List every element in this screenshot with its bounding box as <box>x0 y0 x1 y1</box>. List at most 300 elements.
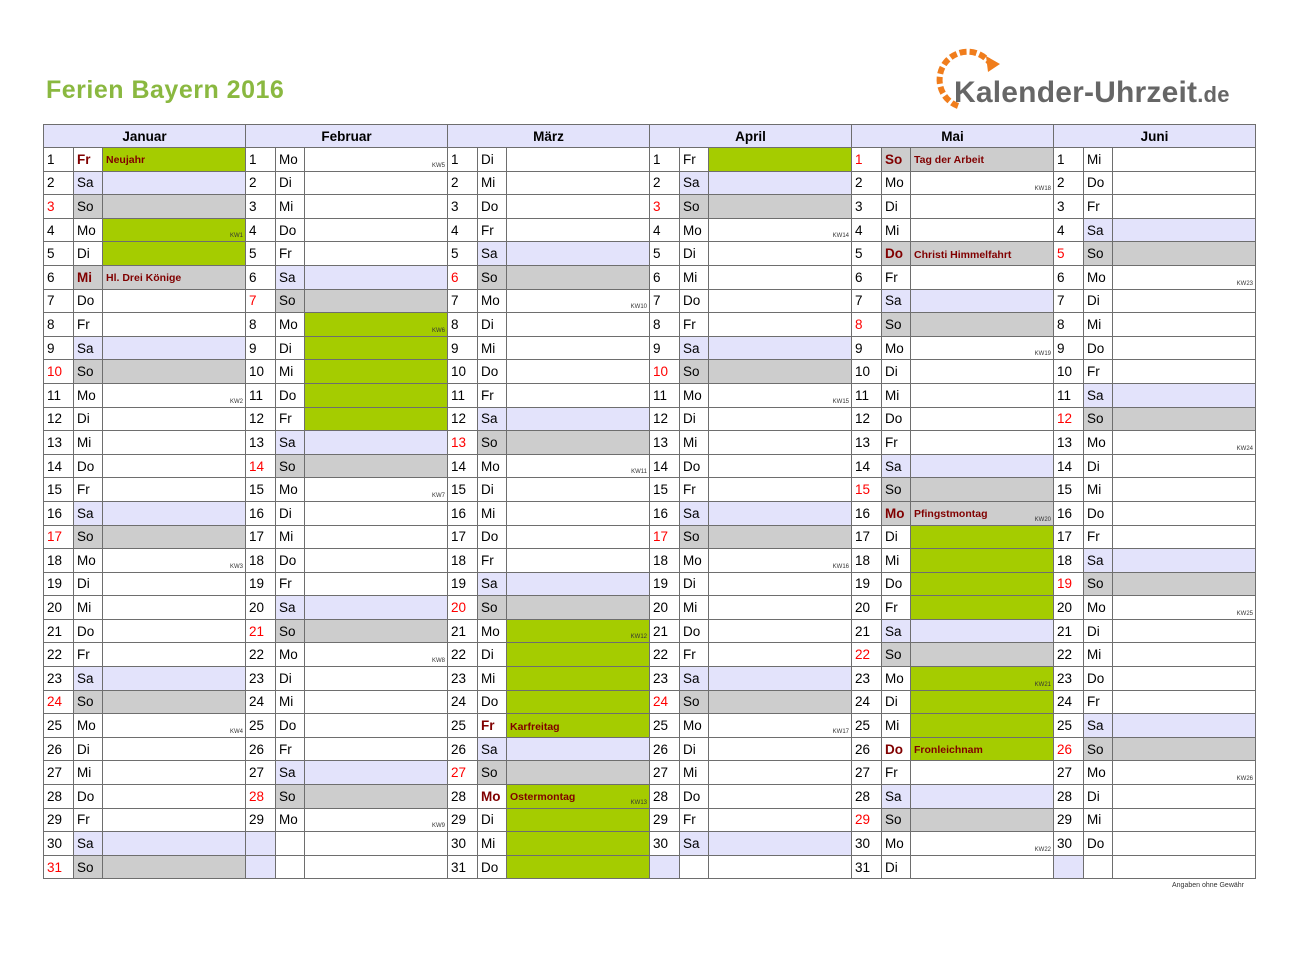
weekday: Mi <box>478 667 507 691</box>
weekday: Do <box>882 572 911 596</box>
holiday-label: Pfingstmontag <box>914 508 988 521</box>
day-event-cell <box>507 431 650 455</box>
day-event-cell <box>911 289 1054 313</box>
day-number: 11 <box>852 383 882 407</box>
day-event-cell <box>709 265 852 289</box>
day-number: 17 <box>246 525 276 549</box>
day-event-cell <box>507 360 650 384</box>
weekday: So <box>478 596 507 620</box>
day-row <box>44 761 1256 785</box>
weekday: Mi <box>680 431 709 455</box>
weekday: So <box>276 454 305 478</box>
weekday: Di <box>478 148 507 172</box>
day-event-cell <box>103 667 246 691</box>
day-event-cell <box>1113 383 1256 407</box>
day-number: 23 <box>448 667 478 691</box>
day-number: 12 <box>246 407 276 431</box>
weekday: Mi <box>882 218 911 242</box>
day-number: 19 <box>852 572 882 596</box>
week-number: KW13 <box>630 799 647 806</box>
day-number: 20 <box>44 596 74 620</box>
day-number: 17 <box>448 525 478 549</box>
day-row <box>44 667 1256 691</box>
day-row <box>44 242 1256 266</box>
weekday: Fr <box>276 242 305 266</box>
weekday: Do <box>74 289 103 313</box>
day-number: 29 <box>650 808 680 832</box>
day-row <box>44 549 1256 573</box>
day-number: 27 <box>852 761 882 785</box>
day-event-cell <box>709 549 852 573</box>
day-event-cell <box>103 218 246 242</box>
holiday-label: Neujahr <box>106 154 146 167</box>
day-event-cell <box>507 218 650 242</box>
day-number: 16 <box>852 501 882 525</box>
day-number: 6 <box>44 265 74 289</box>
weekday: Fr <box>478 549 507 573</box>
day-number: 1 <box>246 148 276 172</box>
day-number: 22 <box>1054 643 1084 667</box>
weekday: Di <box>276 171 305 195</box>
day-event-cell <box>507 761 650 785</box>
day-number: 24 <box>852 690 882 714</box>
day-event-cell <box>507 336 650 360</box>
day-number: 25 <box>246 714 276 738</box>
day-number: 12 <box>852 407 882 431</box>
day-number: 25 <box>650 714 680 738</box>
day-number: 15 <box>246 478 276 502</box>
weekday: Fr <box>478 383 507 407</box>
weekday: Mi <box>1084 808 1113 832</box>
weekday: Mi <box>74 431 103 455</box>
day-event-cell <box>103 171 246 195</box>
day-event-cell <box>305 313 448 337</box>
weekday: Sa <box>1084 383 1113 407</box>
site-logo[interactable] <box>918 44 1248 114</box>
day-number: 30 <box>44 832 74 856</box>
day-event-cell <box>1113 454 1256 478</box>
weekday: Do <box>74 785 103 809</box>
day-number: 23 <box>1054 667 1084 691</box>
weekday: Do <box>882 407 911 431</box>
day-event-cell <box>305 431 448 455</box>
disclaimer: Angaben ohne Gewähr <box>1172 882 1244 889</box>
day-row <box>44 619 1256 643</box>
day-number: 22 <box>852 643 882 667</box>
weekday: Di <box>1084 785 1113 809</box>
day-event-cell <box>1113 643 1256 667</box>
holiday-label: Fronleichnam <box>914 744 983 757</box>
weekday: Di <box>74 407 103 431</box>
day-event-cell <box>103 454 246 478</box>
weekday: Mi <box>276 195 305 219</box>
day-number: 24 <box>1054 690 1084 714</box>
day-event-cell <box>911 454 1054 478</box>
day-number: 6 <box>448 265 478 289</box>
day-event-cell <box>709 501 852 525</box>
day-event-cell <box>507 242 650 266</box>
day-event-cell <box>1113 761 1256 785</box>
day-number: 8 <box>448 313 478 337</box>
day-event-cell <box>1113 313 1256 337</box>
weekday: Sa <box>882 454 911 478</box>
day-number: 31 <box>852 855 882 879</box>
day-number: 7 <box>650 289 680 313</box>
day-number: 21 <box>246 619 276 643</box>
day-event-cell <box>709 737 852 761</box>
day-number: 3 <box>44 195 74 219</box>
day-event-cell <box>507 737 650 761</box>
weekday: Sa <box>882 619 911 643</box>
day-event-cell <box>103 572 246 596</box>
day-event-cell <box>103 383 246 407</box>
day-event-cell <box>305 785 448 809</box>
weekday: Sa <box>276 596 305 620</box>
day-event-cell <box>1113 832 1256 856</box>
day-event-cell <box>103 737 246 761</box>
week-number: KW21 <box>1034 681 1051 688</box>
day-number: 13 <box>44 431 74 455</box>
week-number: KW11 <box>631 469 647 476</box>
week-number: KW14 <box>832 233 849 240</box>
day-event-cell <box>305 171 448 195</box>
weekday: Di <box>882 525 911 549</box>
day-event-cell <box>305 667 448 691</box>
holiday-label: Ostermontag <box>510 791 576 804</box>
day-event-cell <box>709 714 852 738</box>
weekday: So <box>74 360 103 384</box>
day-event-cell <box>305 242 448 266</box>
day-number: 26 <box>1054 737 1084 761</box>
weekday: Do <box>882 737 911 761</box>
holiday-label: Christi Himmelfahrt <box>914 248 1012 261</box>
day-event-cell <box>103 407 246 431</box>
weekday: Di <box>478 643 507 667</box>
day-row <box>44 265 1256 289</box>
weekday: Sa <box>680 832 709 856</box>
weekday: Fr <box>74 148 103 172</box>
day-event-cell <box>103 855 246 879</box>
day-event-cell <box>709 643 852 667</box>
holiday-label: Tag der Arbeit <box>914 154 985 167</box>
calendar-table <box>43 124 1256 879</box>
day-row <box>44 832 1256 856</box>
day-number: 16 <box>1054 501 1084 525</box>
empty-cell <box>246 832 276 856</box>
day-number: 28 <box>246 785 276 809</box>
day-number: 20 <box>246 596 276 620</box>
month-header-row <box>44 125 1256 148</box>
weekday: Di <box>680 572 709 596</box>
day-event-cell <box>305 478 448 502</box>
weekday: So <box>478 431 507 455</box>
day-event-cell <box>709 313 852 337</box>
day-event-cell <box>911 832 1054 856</box>
day-number: 25 <box>1054 714 1084 738</box>
day-event-cell <box>507 667 650 691</box>
weekday: Mo <box>74 549 103 573</box>
weekday: Do <box>680 785 709 809</box>
day-number: 18 <box>852 549 882 573</box>
day-number: 29 <box>44 808 74 832</box>
weekday: So <box>1084 572 1113 596</box>
day-event-cell <box>507 478 650 502</box>
day-event-cell <box>507 832 650 856</box>
weekday: Sa <box>680 171 709 195</box>
weekday: Sa <box>680 667 709 691</box>
day-event-cell <box>709 383 852 407</box>
weekday: Mo <box>478 619 507 643</box>
day-event-cell <box>305 407 448 431</box>
weekday: Do <box>74 454 103 478</box>
day-event-cell <box>305 737 448 761</box>
day-number: 31 <box>44 855 74 879</box>
day-number: 7 <box>44 289 74 313</box>
day-number: 17 <box>852 525 882 549</box>
weekday: Di <box>882 360 911 384</box>
day-number: 5 <box>246 242 276 266</box>
day-event-cell <box>1113 525 1256 549</box>
day-number: 21 <box>650 619 680 643</box>
day-number: 30 <box>1054 832 1084 856</box>
weekday: Fr <box>680 808 709 832</box>
day-number: 10 <box>44 360 74 384</box>
day-event-cell <box>709 431 852 455</box>
weekday: Sa <box>74 832 103 856</box>
week-number: KW16 <box>832 563 849 570</box>
day-row <box>44 690 1256 714</box>
day-number: 1 <box>1054 148 1084 172</box>
weekday: Di <box>882 855 911 879</box>
month-header: April <box>650 125 852 148</box>
day-row <box>44 195 1256 219</box>
day-event-cell <box>709 832 852 856</box>
weekday: Di <box>478 478 507 502</box>
day-event-cell <box>507 855 650 879</box>
day-number: 18 <box>44 549 74 573</box>
day-event-cell <box>1113 596 1256 620</box>
day-event-cell <box>305 808 448 832</box>
weekday: Sa <box>680 501 709 525</box>
day-number: 30 <box>650 832 680 856</box>
weekday: Fr <box>1084 525 1113 549</box>
weekday: Fr <box>882 265 911 289</box>
day-event-cell <box>305 714 448 738</box>
day-event-cell <box>709 171 852 195</box>
day-row <box>44 289 1256 313</box>
day-event-cell <box>305 572 448 596</box>
day-event-cell <box>911 336 1054 360</box>
day-event-cell <box>103 549 246 573</box>
empty-cell <box>650 855 680 879</box>
day-event-cell <box>911 171 1054 195</box>
weekday: Mo <box>276 643 305 667</box>
weekday: Sa <box>74 667 103 691</box>
weekday: Mo <box>478 785 507 809</box>
day-number: 18 <box>1054 549 1084 573</box>
weekday: So <box>1084 407 1113 431</box>
day-event-cell <box>507 785 650 809</box>
day-event-cell <box>507 501 650 525</box>
day-number: 27 <box>246 761 276 785</box>
day-number: 16 <box>44 501 74 525</box>
day-event-cell <box>305 761 448 785</box>
day-number: 13 <box>448 431 478 455</box>
weekday: Mo <box>74 714 103 738</box>
day-event-cell <box>911 360 1054 384</box>
day-event-cell <box>911 619 1054 643</box>
weekday: So <box>882 808 911 832</box>
day-number: 20 <box>852 596 882 620</box>
day-number: 15 <box>44 478 74 502</box>
day-event-cell <box>507 619 650 643</box>
weekday: Fr <box>478 218 507 242</box>
day-event-cell <box>507 690 650 714</box>
page-title: Ferien Bayern 2016 <box>46 76 285 104</box>
day-number: 10 <box>246 360 276 384</box>
day-row <box>44 148 1256 172</box>
day-number: 26 <box>44 737 74 761</box>
day-event-cell <box>1113 195 1256 219</box>
day-event-cell <box>103 643 246 667</box>
weekday: Fr <box>74 313 103 337</box>
day-row <box>44 478 1256 502</box>
weekday: Mi <box>478 501 507 525</box>
weekday: Di <box>74 737 103 761</box>
empty-cell <box>276 832 305 856</box>
day-event-cell <box>103 242 246 266</box>
day-number: 14 <box>650 454 680 478</box>
weekday: Fr <box>882 761 911 785</box>
day-number: 6 <box>1054 265 1084 289</box>
day-event-cell <box>103 360 246 384</box>
weekday: Di <box>1084 289 1113 313</box>
day-number: 14 <box>852 454 882 478</box>
day-number: 5 <box>650 242 680 266</box>
weekday: So <box>74 855 103 879</box>
day-event-cell <box>1113 737 1256 761</box>
weekday: Mi <box>1084 478 1113 502</box>
day-number: 14 <box>448 454 478 478</box>
day-event-cell <box>911 525 1054 549</box>
day-event-cell <box>709 785 852 809</box>
day-number: 29 <box>852 808 882 832</box>
day-event-cell <box>305 265 448 289</box>
weekday: Sa <box>276 431 305 455</box>
day-event-cell <box>911 431 1054 455</box>
day-event-cell <box>507 313 650 337</box>
day-event-cell <box>911 572 1054 596</box>
day-event-cell <box>911 808 1054 832</box>
day-number: 24 <box>44 690 74 714</box>
day-event-cell <box>911 549 1054 573</box>
day-event-cell <box>305 336 448 360</box>
day-number: 8 <box>246 313 276 337</box>
weekday: Mi <box>1084 313 1113 337</box>
day-row <box>44 383 1256 407</box>
day-number: 15 <box>1054 478 1084 502</box>
week-number: KW19 <box>1034 351 1051 358</box>
day-number: 3 <box>1054 195 1084 219</box>
day-event-cell <box>103 289 246 313</box>
day-number: 30 <box>852 832 882 856</box>
weekday: Mo <box>1084 761 1113 785</box>
weekday: Do <box>276 549 305 573</box>
day-number: 25 <box>44 714 74 738</box>
day-number: 31 <box>448 855 478 879</box>
day-number: 18 <box>246 549 276 573</box>
weekday: Di <box>680 407 709 431</box>
week-number: KW4 <box>229 728 243 735</box>
day-number: 28 <box>852 785 882 809</box>
weekday: Di <box>276 501 305 525</box>
weekday: So <box>680 690 709 714</box>
day-event-cell <box>507 195 650 219</box>
weekday: Di <box>882 195 911 219</box>
day-number: 11 <box>650 383 680 407</box>
day-number: 9 <box>852 336 882 360</box>
day-event-cell <box>911 407 1054 431</box>
holiday-label: Hl. Drei Könige <box>106 272 182 285</box>
day-number: 13 <box>1054 431 1084 455</box>
weekday: Sa <box>74 171 103 195</box>
weekday: Sa <box>1084 714 1113 738</box>
weekday: So <box>1084 242 1113 266</box>
day-event-cell <box>1113 289 1256 313</box>
weekday: Mi <box>680 265 709 289</box>
day-number: 17 <box>1054 525 1084 549</box>
day-event-cell <box>103 785 246 809</box>
day-number: 16 <box>246 501 276 525</box>
day-number: 11 <box>246 383 276 407</box>
day-event-cell <box>709 667 852 691</box>
day-event-cell <box>507 525 650 549</box>
day-row <box>44 171 1256 195</box>
day-event-cell <box>709 218 852 242</box>
weekday: Fr <box>882 431 911 455</box>
weekday: Sa <box>478 572 507 596</box>
day-event-cell <box>1113 171 1256 195</box>
weekday: So <box>882 148 911 172</box>
day-event-cell <box>709 808 852 832</box>
day-event-cell <box>103 478 246 502</box>
day-number: 10 <box>448 360 478 384</box>
day-number: 23 <box>246 667 276 691</box>
day-number: 27 <box>44 761 74 785</box>
weekday: Sa <box>276 761 305 785</box>
day-number: 4 <box>650 218 680 242</box>
day-number: 21 <box>448 619 478 643</box>
day-event-cell <box>1113 667 1256 691</box>
weekday: So <box>74 525 103 549</box>
weekday: So <box>680 525 709 549</box>
weekday: Mo <box>882 501 911 525</box>
weekday: Mo <box>276 148 305 172</box>
day-number: 24 <box>246 690 276 714</box>
weekday: Mi <box>478 171 507 195</box>
day-number: 4 <box>852 218 882 242</box>
weekday: Mo <box>882 336 911 360</box>
day-number: 25 <box>448 714 478 738</box>
weekday: Mi <box>1084 148 1113 172</box>
day-number: 4 <box>246 218 276 242</box>
weekday: Mo <box>276 313 305 337</box>
weekday: Do <box>478 525 507 549</box>
day-event-cell <box>507 549 650 573</box>
day-number: 17 <box>650 525 680 549</box>
day-number: 14 <box>1054 454 1084 478</box>
day-event-cell <box>911 737 1054 761</box>
